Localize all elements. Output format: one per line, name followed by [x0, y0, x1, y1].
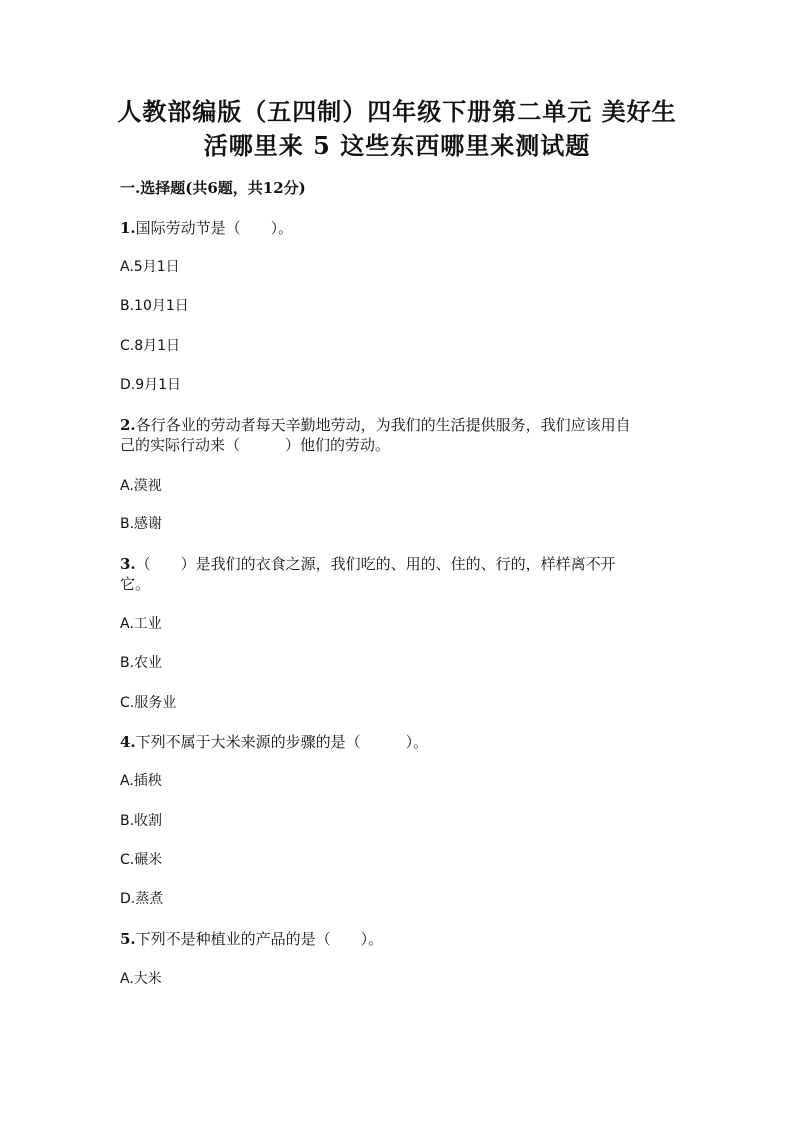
question-2-option-b: B.感谢	[120, 516, 163, 532]
question-3	[120, 554, 616, 574]
question-3-option-c: C.服务业	[120, 695, 177, 711]
question-number: 3.	[120, 555, 136, 573]
question-5	[120, 929, 383, 949]
question-1-option-c: C.8月1日	[120, 338, 181, 354]
question-1	[120, 218, 293, 238]
question-4-option-c: C.碾米	[120, 852, 163, 868]
question-text: 各行各业的劳动者每天辛勤地劳动，为我们的生活提供服务，我们应该用自	[135, 416, 631, 434]
question-number: 2.	[120, 416, 136, 434]
question-2	[120, 415, 631, 435]
question-3-continued: 它。	[120, 575, 151, 593]
question-5-option-a: A.大米	[120, 971, 162, 987]
question-text: 下列不属于大米来源的步骤的是（ ）。	[135, 733, 429, 751]
page-title-line-1: 人教部编版（五四制）四年级下册第二单元 美好生	[117, 97, 677, 126]
question-2-continued: 己的实际行动来（ ）他们的劳动。	[120, 436, 391, 454]
page-title-line-2: 活哪里来 5 这些东西哪里来测试题	[203, 131, 591, 160]
question-2-option-a: A.漠视	[120, 478, 162, 494]
question-text: 国际劳动节是（ ）。	[135, 219, 294, 237]
question-4	[120, 732, 428, 752]
section-heading: 一.选择题(共6题，共12分)	[120, 179, 306, 197]
question-text: 下列不是种植业的产品的是（ ）。	[135, 930, 384, 948]
question-1-option-a: A.5月1日	[120, 259, 180, 275]
question-number: 4.	[120, 733, 136, 751]
question-3-option-a: A.工业	[120, 616, 162, 632]
question-number: 5.	[120, 930, 136, 948]
question-text: （ ）是我们的衣食之源，我们吃的、用的、住的、行的，样样离不开	[135, 555, 616, 573]
question-1-option-d: D.9月1日	[120, 377, 182, 393]
question-1-option-b: B.10月1日	[120, 298, 189, 314]
question-4-option-d: D.蒸煮	[120, 891, 164, 907]
question-4-option-b: B.收割	[120, 813, 163, 829]
question-3-option-b: B.农业	[120, 655, 163, 671]
question-4-option-a: A.插秧	[120, 773, 162, 789]
question-number: 1.	[120, 219, 136, 237]
